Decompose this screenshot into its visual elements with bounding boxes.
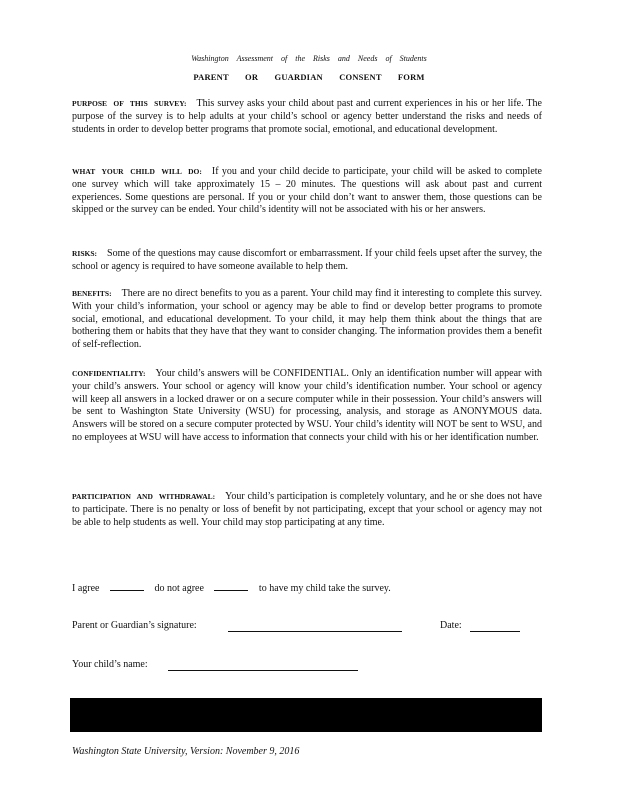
agree-label: I agree bbox=[72, 583, 100, 594]
purpose-label: PURPOSE OF THIS SURVEY: bbox=[72, 99, 187, 108]
footer-version: Washington State University, Version: November 9, 2016 bbox=[72, 746, 300, 757]
confidentiality-text: Your child’s answers will be CONFIDENTIAL. Only an identification number will appear with your child’s answers. Your school or agency will know your child’s identification number. Your school or agency will keep all answers in a locked drawer or on a secure computer while in their possession. Your child’s answers will be sent to Washington State University (WSU) for processing, analysis, and storage as ANONYMOUS data. Answers will be stored on a secure computer protected by WSU. Your child’s identity will NOT be sent to WSU, and no employees at WSU will have access to information that connects your child with his or her identification number. bbox=[72, 368, 542, 443]
purpose-text: This survey asks your child about past and current experiences in his or her life. The purpose of the survey is to help adults at your child’s school or agency better understand the risks and needs of students in order to develop better programs that promote social, emotional, and educational development. bbox=[72, 98, 542, 135]
child-name-line bbox=[72, 659, 148, 670]
date-label: Date: bbox=[440, 620, 462, 631]
agreement-line bbox=[72, 580, 391, 594]
do-not-agree-blank[interactable] bbox=[214, 580, 248, 591]
what-to-do-text: If you and your child decide to participate, your child will be asked to complete one survey which will take approximately 15 – 20 minutes. The questions will ask about past and current experiences. Some questions are personal. If you or your child don’t want to answer them, those questions can be skipped or the survey can be ended. Your child’s identity will not be associated with his or her answers. bbox=[72, 166, 542, 216]
date-field[interactable] bbox=[470, 631, 520, 632]
risks-label: RISKS: bbox=[72, 249, 98, 258]
risks-text: Some of the questions may cause discomfort or embarrassment. If your child feels upset after the survey, the school or agency is required to have someone available to help them. bbox=[72, 248, 542, 272]
participation-text: Your child’s participation is completely voluntary, and he or she does not have to participate. There is no penalty or loss of benefit by not participating, except that your school or agency may not be able to help students as well. Your child may stop participating at any time. bbox=[72, 491, 542, 528]
child-name-field[interactable] bbox=[168, 670, 358, 671]
signature-field[interactable] bbox=[228, 631, 402, 632]
participation-section bbox=[72, 491, 542, 529]
signature-line bbox=[72, 620, 197, 631]
agree-blank[interactable] bbox=[110, 580, 144, 591]
signature-label: Parent or Guardian’s signature: bbox=[72, 620, 197, 631]
survey-title: Washington Assessment of the Risks and Needs of Students bbox=[191, 54, 427, 63]
benefits-section bbox=[72, 288, 542, 352]
what-to-do-section bbox=[72, 166, 542, 217]
confidentiality-label: CONFIDENTIALITY: bbox=[72, 369, 146, 378]
confidentiality-section bbox=[72, 368, 542, 445]
benefits-label: BENEFITS: bbox=[72, 289, 112, 298]
form-name: PARENT OR GUARDIAN CONSENT FORM bbox=[193, 72, 425, 82]
participation-label: PARTICIPATION AND WITHDRAWAL: bbox=[72, 492, 216, 501]
risks-section bbox=[72, 248, 542, 274]
child-name-label: Your child’s name: bbox=[72, 659, 148, 670]
benefits-text: There are no direct benefits to you as a parent. Your child may find it interesting to complete this survey. With your child’s information, your school or agency may be able to find or develop better programs to promote social, emotional, and educational development. To your child, it may help them think about the things that are bothering them or habits that they have that they want to consider changing. The information provides them a benefit of self-reflection. bbox=[72, 288, 542, 351]
redaction-bar bbox=[70, 698, 542, 732]
date-line bbox=[440, 620, 462, 631]
agreement-tail: to have my child take the survey. bbox=[258, 583, 391, 594]
do-not-agree-label: do not agree bbox=[154, 583, 204, 594]
what-to-do-label: WHAT YOUR CHILD WILL DO: bbox=[72, 167, 202, 176]
purpose-section bbox=[72, 98, 542, 136]
